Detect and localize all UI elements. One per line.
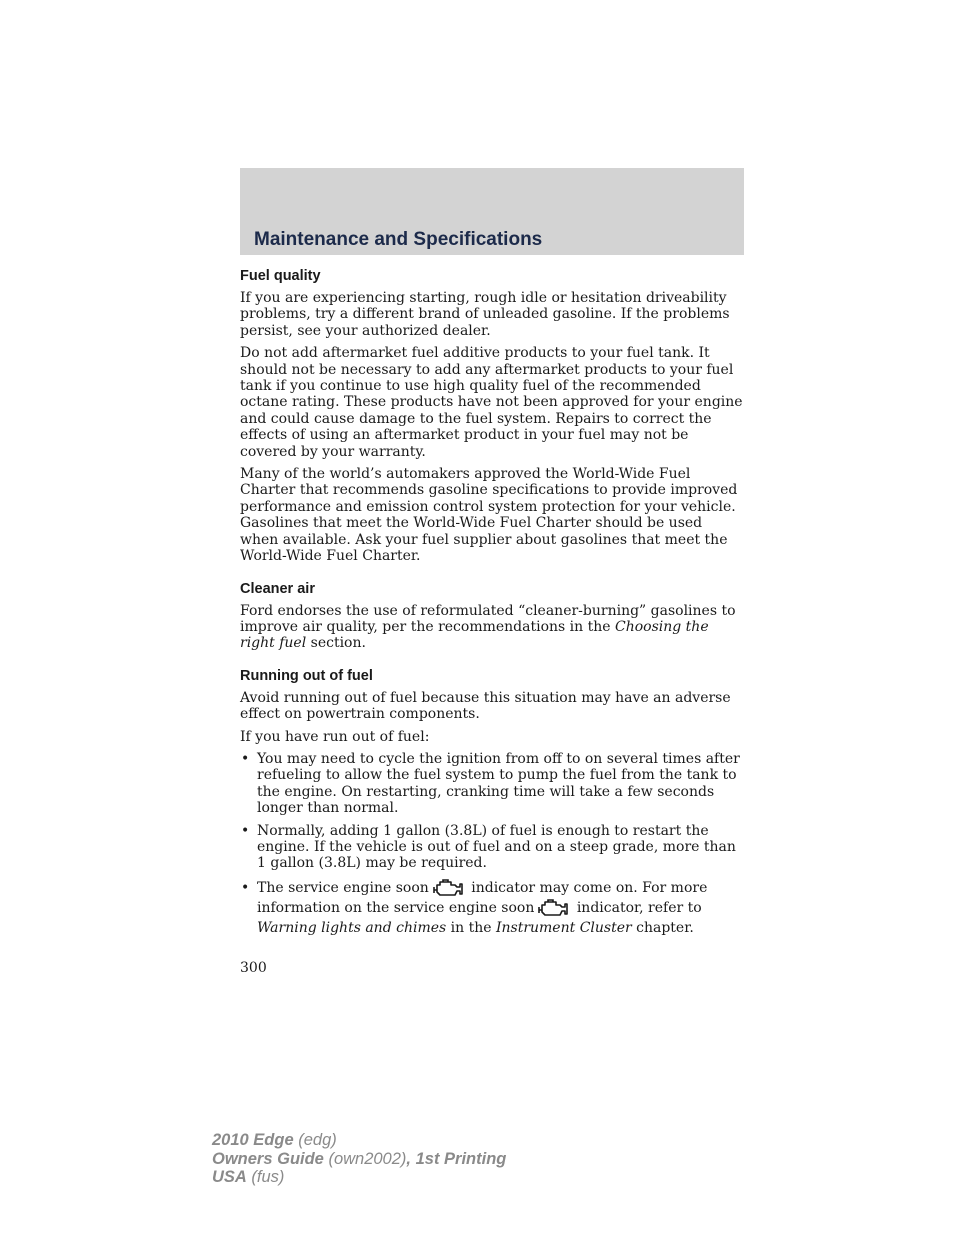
heading-running-out-of-fuel: Running out of fuel <box>240 667 373 684</box>
heading-fuel-quality: Fuel quality <box>240 268 321 284</box>
check-engine-icon <box>431 878 465 898</box>
fuel-quality-paragraph-3: Many of the world’s automakers approved the World-Wide Fuel Charter that recommends gasoline specifications to provide improved performance and emission control system protection for your vehicle. Gasolines that meet the World-Wide Fuel Charter should be used when available. Ask your fuel supplier about gasolines that meet the World-Wide Fuel Charter. <box>240 466 738 565</box>
cross-reference-link: Warning lights and chimes <box>257 919 447 936</box>
cross-reference-link: Instrument Cluster <box>495 919 632 936</box>
list-item: • You may need to cycle the ignition from off to on several times after refueling to allow the fuel system to pump the fuel from the tank to the engine. On restarting, cranking time will take a few seconds longer than normal. <box>241 750 740 817</box>
check-engine-icon <box>536 898 570 918</box>
cleaner-air-paragraph: Ford endorses the use of reformulated “cleaner-burning” gasolines to improve air quality, per the recommendations in the Choosing the right fuel section. <box>240 602 736 652</box>
page-content <box>240 268 744 944</box>
heading-cleaner-air: Cleaner air <box>240 580 315 597</box>
page-number: 300 <box>240 960 267 976</box>
document-footer: 2010 Edge (edg) Owners Guide (own2002), 1st Printing USA (fus) <box>212 1131 507 1186</box>
section-header-band <box>240 168 744 255</box>
list-item: • Normally, adding 1 gallon (3.8L) of fuel is enough to restart the engine. If the vehicle is out of fuel and on a steep grade, more than 1 gallon (3.8L) may be required. <box>241 822 736 872</box>
cross-reference-link: Choosing the right fuel <box>240 618 709 652</box>
section-title: Maintenance and Specifications <box>254 229 543 250</box>
running-out-paragraph-2: If you have run out of fuel: <box>240 728 430 745</box>
running-out-list <box>240 751 744 938</box>
list-item: • The service engine soon indicator may come on. For more information on the service engine soon indicator, refer to Warning lights and chimes in the Instrument Cluster chapter. <box>241 879 708 936</box>
running-out-paragraph-1: Avoid running out of fuel because this situation may have an adverse effect on powertrain components. <box>240 689 731 723</box>
fuel-quality-paragraph-1: If you are experiencing starting, rough idle or hesitation driveability problems, try a different brand of unleaded gasoline. If the problems persist, see your authorized dealer. <box>240 290 730 339</box>
fuel-quality-paragraph-2: Do not add aftermarket fuel additive products to your fuel tank. It should not be necessary to add any aftermarket products to your fuel tank if you continue to use high quality fuel of the recommended octane rating. These products have not been approved for your engine and could cause damage to the fuel system. Repairs to correct the effects of using an aftermarket product in your fuel may not be covered by your warranty. <box>240 345 743 460</box>
